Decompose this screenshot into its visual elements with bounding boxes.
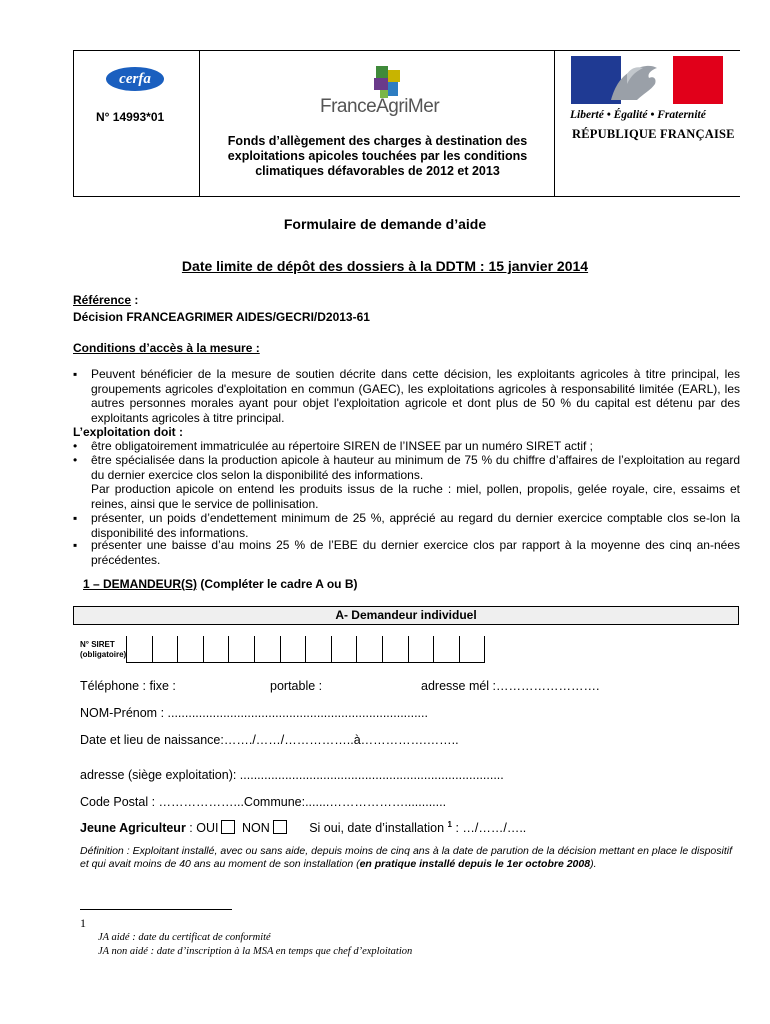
franceagrimer-wordmark: FranceAgriMer	[320, 96, 440, 117]
siret-input[interactable]	[126, 636, 485, 663]
siret-digit-cell[interactable]	[178, 636, 204, 662]
footnote-separator	[80, 909, 232, 910]
non-checkbox[interactable]	[273, 820, 287, 834]
young-farmer-label: Jeune Agriculteur	[80, 821, 186, 836]
deadline-title: Date limite de dépôt des dossiers à la DDTM : 15 janvier 2014	[181, 258, 589, 274]
condition-item-note: Par production apicole on entend les produits issus de la ruche : miel, pollen, propolis, gelée royale, cire, essaims et reines, ainsi que le service de pollinisation.	[91, 482, 740, 511]
install-date-label: Si oui, date d’installation	[309, 821, 445, 836]
definition-end: ).	[590, 858, 597, 870]
address-field[interactable]: adresse (siège exploitation): ............................................................................	[80, 768, 504, 782]
young-farmer-row	[80, 820, 526, 835]
conditions-intro	[73, 367, 740, 425]
siret-digit-cell[interactable]	[255, 636, 281, 662]
footnote-line-1: JA aidé : date du certificat de conformité	[98, 932, 271, 943]
non-label: NON	[241, 821, 270, 836]
condition-item-specialisation	[73, 453, 740, 511]
footnote-number: 1	[80, 916, 86, 930]
cerfa-logo: cerfa	[106, 67, 164, 91]
form-title: Formulaire de demande d’aide	[283, 216, 487, 232]
condition-item-text: présenter une baisse d’au moins 25 % de l’EBE du dernier exercice clos par rapport à la moyenne des cinq an-nées précédentes.	[91, 538, 740, 567]
siret-digit-cell[interactable]	[229, 636, 255, 662]
email-field[interactable]: adresse mél :…………………….	[421, 679, 600, 693]
install-date-field[interactable]: : …/……/…..	[451, 821, 527, 836]
square-bullet-icon: ▪	[73, 538, 78, 552]
section-1-label: 1 – DEMANDEUR(S)	[83, 577, 198, 591]
footnote-ref: 1	[447, 820, 452, 829]
conditions-heading: Conditions d’accès à la mesure :	[73, 341, 260, 355]
condition-item-endettement	[73, 511, 740, 540]
reference-sep: :	[131, 293, 139, 307]
siret-digit-cell[interactable]	[357, 636, 383, 662]
republic-motto: Liberté • Égalité • Fraternité	[570, 109, 706, 121]
postal-field[interactable]: Code Postal : ………………...Commune:.......………………............	[80, 795, 447, 809]
young-farmer-definition	[80, 845, 732, 871]
exploitation-heading: L’exploitation doit :	[73, 425, 183, 439]
siret-digit-cell[interactable]	[306, 636, 332, 662]
phone-mobile-field[interactable]: portable :	[270, 679, 323, 693]
siret-digit-cell[interactable]	[460, 636, 486, 662]
condition-item-ebe	[73, 538, 740, 567]
section-1-hint: (Compléter le cadre A ou B)	[197, 577, 358, 591]
siret-hint: (obligatoire)	[80, 650, 127, 659]
bullet-icon: •	[73, 453, 78, 467]
condition-item-text: être obligatoirement immatriculée au répertoire SIREN de l’INSEE par un numéro SIRET actif ;	[91, 439, 593, 453]
siret-digit-cell[interactable]	[153, 636, 179, 662]
marianne-logo-icon	[571, 56, 723, 104]
section-1-heading	[83, 577, 358, 591]
siret-digit-cell[interactable]	[127, 636, 153, 662]
condition-item-text: être spécialisée dans la production apicole à hauteur au minimum de 75 % du chiffre d’affaires de l’exploitation au regard du dernier exercice clos selon la disponibilité des informations.	[91, 453, 740, 482]
footnote-line-2: JA non aidé : date d’inscription à la MSA en temps que chef d’exploitation	[98, 946, 413, 957]
bullet-icon: •	[73, 439, 78, 453]
reference-value: Décision FRANCEAGRIMER AIDES/GECRI/D2013-61	[73, 310, 370, 324]
square-bullet-icon: ▪	[73, 367, 78, 381]
fund-title: Fonds d’allègement des charges à destination des exploitations apicoles touchées par les conditions climatiques défavorables de 2012 et 2013	[227, 134, 528, 178]
name-field[interactable]: NOM-Prénom : ...........................................................................	[80, 706, 428, 720]
reference-heading	[73, 293, 138, 307]
siret-digit-cell[interactable]	[409, 636, 435, 662]
condition-item-siret	[73, 439, 740, 454]
siret-digit-cell[interactable]	[383, 636, 409, 662]
franceagrimer-logo-icon	[372, 66, 406, 100]
siret-label	[80, 640, 126, 660]
header-border-left	[73, 51, 74, 196]
phone-fixed-field[interactable]: Téléphone : fixe :	[80, 679, 176, 693]
siret-label-text: N° SIRET	[80, 640, 115, 649]
cerfa-number: N° 14993*01	[96, 110, 165, 124]
box-a-title: A- Demandeur individuel	[73, 606, 739, 625]
reference-label: Référence	[73, 293, 132, 307]
siret-digit-cell[interactable]	[281, 636, 307, 662]
birth-field[interactable]: Date et lieu de naissance:……./……/……………..à…………….……..	[80, 733, 459, 747]
republic-name: RÉPUBLIQUE FRANÇAISE	[572, 127, 735, 141]
siret-digit-cell[interactable]	[204, 636, 230, 662]
oui-checkbox[interactable]	[221, 820, 235, 834]
young-farmer-sep: : OUI	[185, 821, 219, 836]
square-bullet-icon: ▪	[73, 511, 78, 525]
condition-item-text: présenter, un poids d’endettement minimum de 25 %, apprécié au regard du dernier exercice comptable clos se-lon la disponibilité des informations.	[91, 511, 740, 540]
siret-digit-cell[interactable]	[434, 636, 460, 662]
siret-digit-cell[interactable]	[332, 636, 358, 662]
conditions-intro-text: Peuvent bénéficier de la mesure de soutien décrite dans cette décision, les exploitants agricoles à titre principal, les groupements agricoles d'exploitation en commun (GAEC), les exploitations agricoles à responsabilité limitée (EARL), les autres personnes morales ayant pour objet l'exploitation agricole et dont plus de 50 % du capital est détenu par des exploitants agricoles à titre principal.	[91, 367, 740, 425]
definition-text: Définition : Exploitant installé, avec ou sans aide, depuis moins de cinq ans à la date de parution de la décision mettant en place le dispositif et qui avait moins de 40 ans au moment de son installation (	[80, 845, 732, 870]
definition-bold: en pratique installé depuis le 1er octobre 2008	[359, 858, 591, 870]
